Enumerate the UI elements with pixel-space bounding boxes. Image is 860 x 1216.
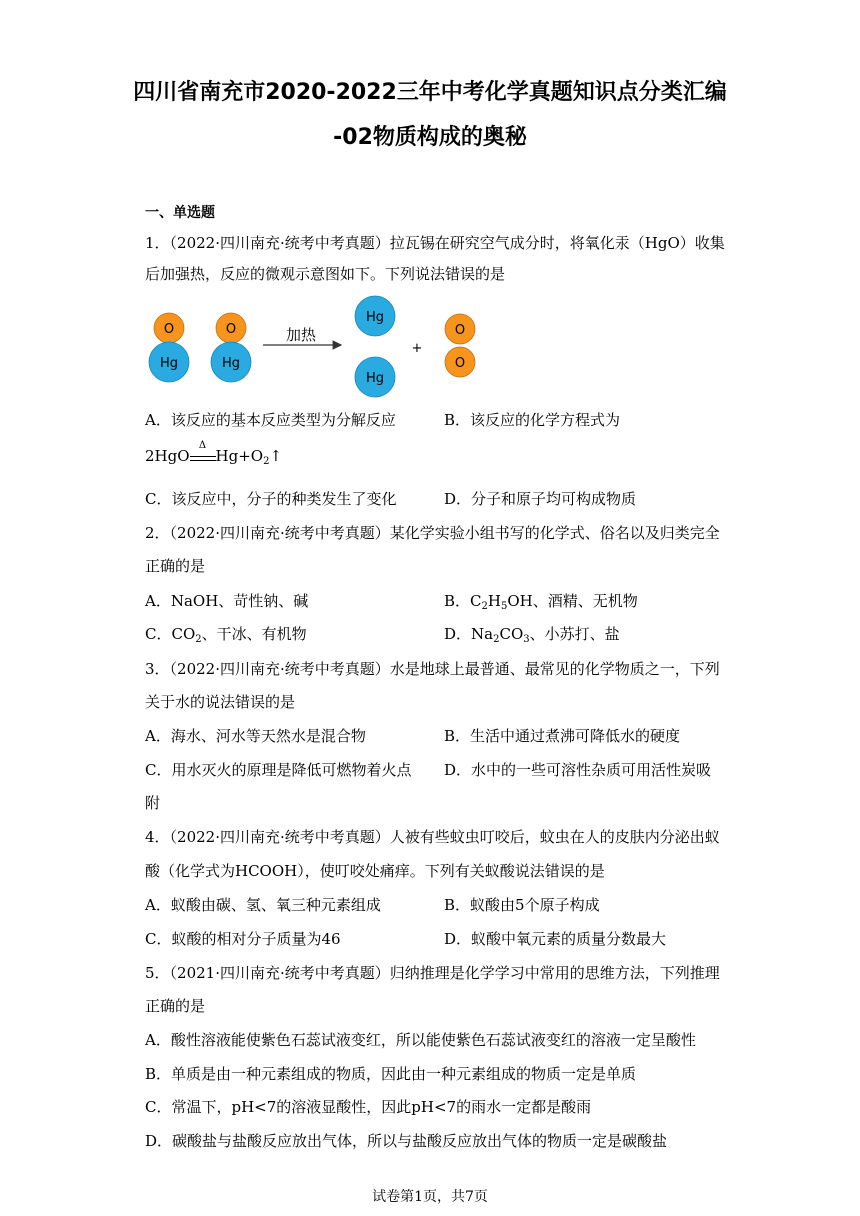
- q4-option-a[interactable]: A．蚁酸由碳、氢、氧三种元素组成: [145, 896, 381, 914]
- q2-option-a[interactable]: A．NaOH、苛性钠、碱: [145, 592, 309, 610]
- q3-stem-line1: 3．（2022·四川南充·统考中考真题）水是地球上最普通、最常见的化学物质之一，下列: [145, 660, 720, 678]
- q3-option-c[interactable]: C．用水灭火的原理是降低可燃物着火点: [145, 761, 412, 779]
- q2-option-d[interactable]: D．$Na_2CO_3$、小苏打、盐: [444, 625, 620, 645]
- q4-stem-line1: 4．（2022·四川南充·统考中考真题）人被有些蚊虫叮咬后，蚊虫在人的皮肤内分泌出蚁: [145, 828, 720, 846]
- gas-arrow: ↑: [269, 447, 283, 465]
- q5-option-c[interactable]: C．常温下，pH<7的溶液显酸性，因此pH<7的雨水一定都是酸雨: [145, 1098, 592, 1116]
- q5-option-d[interactable]: D．碳酸盐与盐酸反应放出气体，所以与盐酸反应放出气体的物质一定是碳酸盐: [145, 1132, 668, 1150]
- equation-condition: [190, 440, 216, 461]
- q1-option-d[interactable]: D．分子和原子均可构成物质: [444, 490, 637, 508]
- q3-stem-line2: 关于水的说法错误的是: [145, 693, 296, 711]
- q5-option-a[interactable]: A．酸性溶液能使紫色石蕊试液变红，所以能使紫色石蕊试液变红的溶液一定呈酸性: [145, 1031, 696, 1049]
- q1-option-a[interactable]: A．该反应的基本反应类型为分解反应: [145, 411, 396, 429]
- q4-stem-line2: 酸（化学式为HCOOH），使叮咬处痛痒。下列有关蚁酸说法错误的是: [145, 862, 605, 880]
- mercury-atom-label: Hg: [159, 356, 179, 371]
- q4-option-c[interactable]: C．蚁酸的相对分子质量为46: [145, 930, 341, 948]
- q1-stem-line2: 后加强热，反应的微观示意图如下。下列说法错误的是: [145, 265, 506, 283]
- plus-sign: +: [411, 341, 423, 356]
- doc-title-line2: -02物质构成的奥秘: [333, 125, 527, 150]
- q2-option-c[interactable]: C．$CO_2$、干冰、有机物: [145, 625, 307, 645]
- section-heading: 一、单选题: [145, 205, 215, 221]
- q3-option-d[interactable]: D．水中的一些可溶性杂质可用活性炭吸: [444, 761, 712, 779]
- q1-option-c[interactable]: C．该反应中，分子的种类发生了变化: [145, 490, 397, 508]
- q2-stem-line2: 正确的是: [145, 557, 206, 575]
- q1-stem-line1: 1．（2022·四川南充·统考中考真题）拉瓦锡在研究空气成分时，将氧化汞（HgO）收集: [145, 234, 725, 252]
- mercury-atom-label: Hg: [365, 371, 385, 386]
- q2-option-b[interactable]: B．$C_2H_5OH$、酒精、无机物: [444, 592, 638, 612]
- mercury-atom-label: Hg: [365, 310, 385, 325]
- q5-stem-line1: 5．（2021·四川南充·统考中考真题）归纳推理是化学学习中常用的思维方法，下列推理: [145, 964, 720, 982]
- doc-title-line1: 四川省南充市2020-2022三年中考化学真题知识点分类汇编: [133, 80, 727, 105]
- mercury-atom-label: Hg: [221, 356, 241, 371]
- q3-option-b[interactable]: B．生活中通过煮沸可降低水的硬度: [444, 727, 681, 745]
- q4-option-d[interactable]: D．蚁酸中氧元素的质量分数最大: [444, 930, 667, 948]
- q4-option-b[interactable]: B．蚁酸由5个原子构成: [444, 896, 600, 914]
- oxygen-atom-label: O: [163, 322, 175, 337]
- q2-stem-line1: 2．（2022·四川南充·统考中考真题）某化学实验小组书写的化学式、俗名以及归类完全: [145, 524, 720, 542]
- arrow-label: 加热: [285, 326, 317, 344]
- equation-product: Hg+O: [215, 447, 264, 465]
- heat-symbol: Δ: [198, 440, 207, 451]
- chemical-equation: [145, 440, 283, 467]
- q3-option-a[interactable]: A．海水、河水等天然水是混合物: [145, 727, 366, 745]
- oxygen-atom-label: O: [454, 356, 466, 371]
- q5-stem-line2: 正确的是: [145, 997, 206, 1015]
- q5-option-b[interactable]: B．单质是由一种元素组成的物质，因此由一种元素组成的物质一定是单质: [145, 1065, 637, 1083]
- equation-subscript: 2: [263, 456, 270, 467]
- page-footer: 试卷第1页，共7页: [372, 1189, 488, 1205]
- q3-option-d-continued: 附: [145, 794, 161, 812]
- equation-reactant: 2HgO: [145, 447, 190, 465]
- oxygen-atom-label: O: [225, 322, 237, 337]
- oxygen-atom-label: O: [454, 323, 466, 338]
- q1-option-b[interactable]: B．该反应的化学方程式为: [444, 411, 621, 429]
- reaction-diagram: [145, 295, 485, 405]
